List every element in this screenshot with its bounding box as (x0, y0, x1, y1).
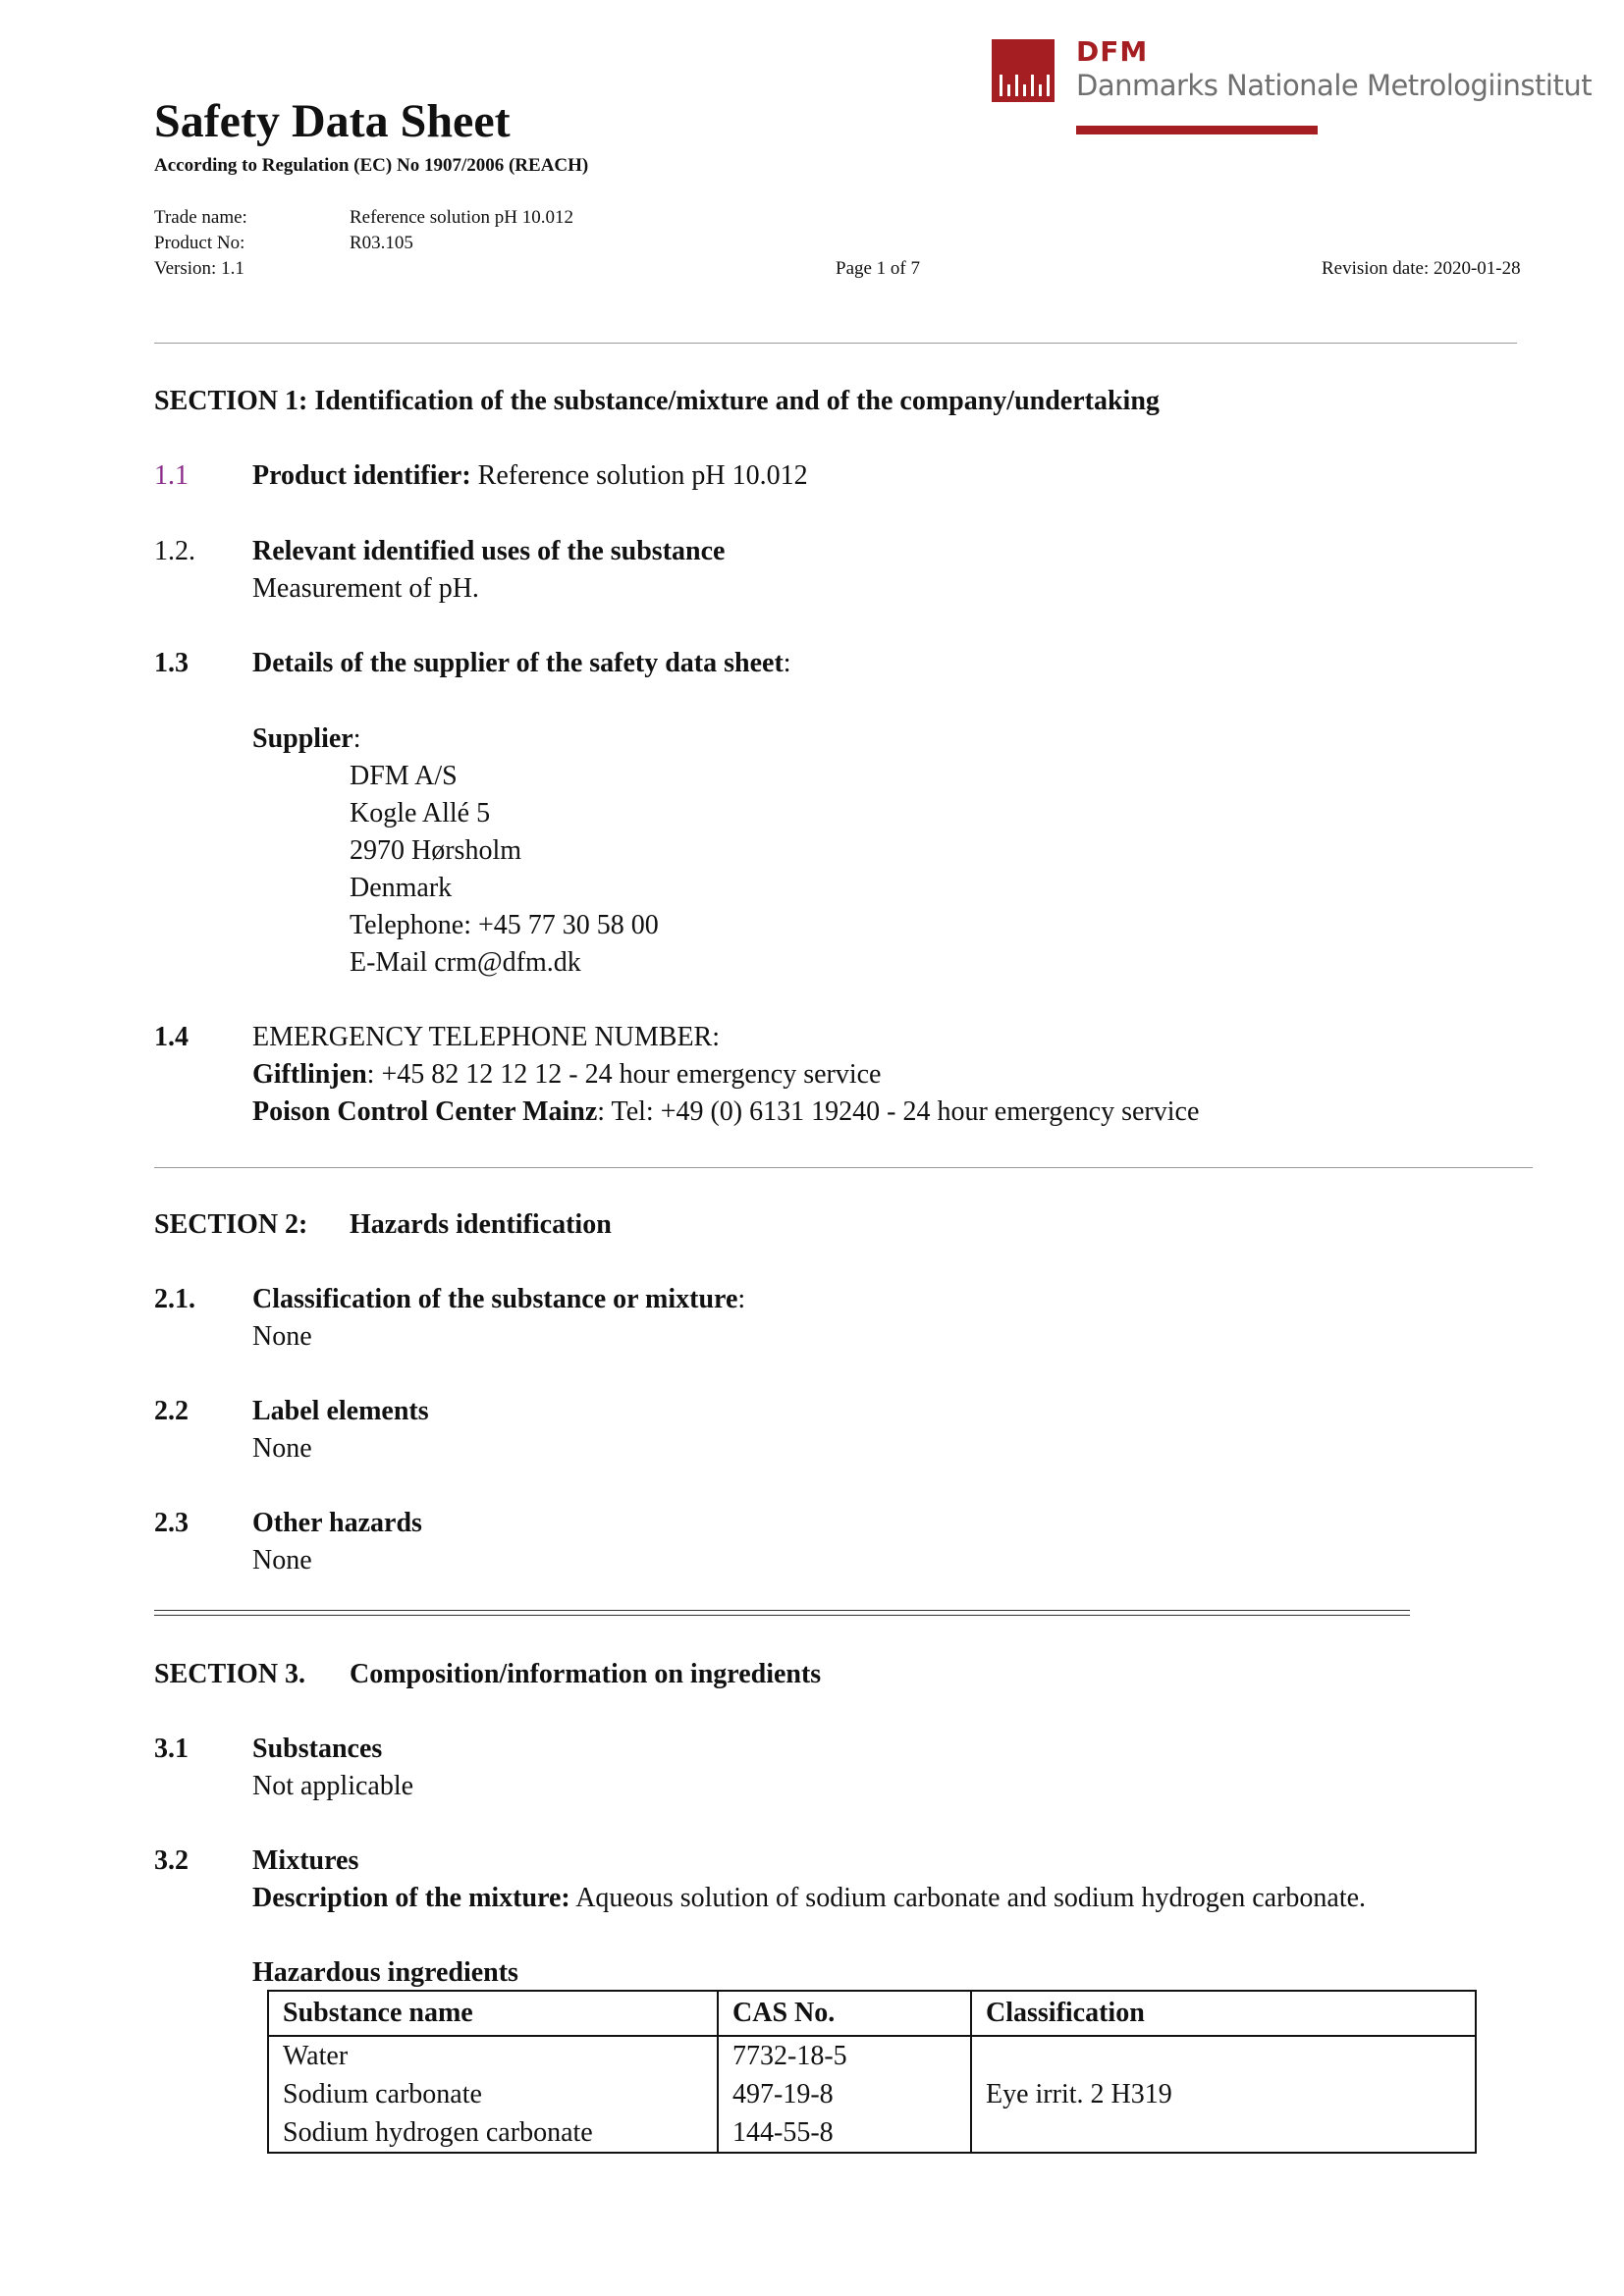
section-3-heading-text: Composition/information on ingredients (350, 1659, 822, 1689)
header-divider (154, 343, 1517, 344)
logo-abbreviation: DFM (1076, 35, 1149, 68)
substance-name: Sodium hydrogen carbonate (283, 2117, 593, 2148)
substances-heading: Substances (252, 1734, 383, 1764)
section-2-2-number: 2.2 (154, 1396, 189, 1426)
supplier-line: Denmark (350, 873, 453, 903)
supplier-email: E-Mail crm@dfm.dk (350, 947, 581, 978)
hazardous-ingredients-table (267, 1990, 1477, 2154)
section-2-double-divider (154, 1610, 1410, 1616)
section-2-3-number: 2.3 (154, 1508, 189, 1538)
label-elements-value: None (252, 1433, 312, 1464)
label-elements-heading: Label elements (252, 1396, 429, 1426)
dfm-logo (992, 35, 1593, 137)
mixtures-heading: Mixtures (252, 1845, 359, 1876)
section-3-1-number: 3.1 (154, 1734, 189, 1764)
cas-number: 7732-18-5 (732, 2041, 847, 2071)
column-header-classification: Classification (971, 1991, 1476, 2036)
substance-name: Water (283, 2041, 349, 2071)
document-title: Safety Data Sheet (154, 95, 511, 147)
substances-value: Not applicable (252, 1771, 414, 1801)
other-hazards-heading: Other hazards (252, 1508, 422, 1538)
supplier-line: DFM A/S (350, 761, 458, 791)
column-header-cas: CAS No. (718, 1991, 971, 2036)
supplier-telephone: Telephone: +45 77 30 58 00 (350, 910, 659, 940)
product-no-label: Product No: (154, 233, 245, 253)
section-1-3-number: 1.3 (154, 648, 189, 678)
section-1-1-number: 1.1 (154, 460, 189, 491)
trade-name-label: Trade name: (154, 207, 247, 228)
table-row (268, 2036, 1476, 2153)
product-no-value: R03.105 (350, 233, 413, 253)
supplier-details-heading: Details of the supplier of the safety data sheet: (252, 648, 791, 678)
relevant-uses-value: Measurement of pH. (252, 573, 479, 604)
cas-number: 497-19-8 (732, 2079, 834, 2109)
product-identifier-value: Reference solution pH 10.012 (470, 460, 808, 491)
section-1-divider (154, 1167, 1533, 1168)
section-1-heading: SECTION 1: Identification of the substance/mixture and of the company/undertaking (154, 386, 1160, 416)
logo-full-name: Danmarks Nationale Metrologiinstitut (1076, 69, 1593, 102)
classification-cell: Eye irrit. 2 H319 (971, 2036, 1476, 2153)
poison-control-line: Poison Control Center Mainz: Tel: +49 (0) 6131 19240 - 24 hour emergency service (252, 1096, 1200, 1127)
emergency-telephone-heading: EMERGENCY TELEPHONE NUMBER: (252, 1022, 720, 1052)
section-2-heading-text: Hazards identification (350, 1209, 612, 1240)
substance-names-cell (268, 2036, 718, 2153)
cas-numbers-cell (718, 2036, 971, 2153)
product-identifier-label: Product identifier: (252, 460, 471, 491)
section-2-1-number: 2.1. (154, 1284, 195, 1314)
supplier-line: 2970 Hørsholm (350, 835, 521, 866)
mixture-description: Description of the mixture: Aqueous solution of sodium carbonate and sodium hydrogen carbonate. (252, 1883, 1367, 1913)
revision-date: Revision date: 2020-01-28 (1322, 258, 1521, 279)
classification-heading: Classification of the substance or mixture: (252, 1284, 746, 1314)
logo-underline-bar (1076, 126, 1318, 134)
version: Version: 1.1 (154, 258, 244, 279)
section-2-heading-number: SECTION 2: (154, 1209, 308, 1240)
product-identifier (252, 460, 808, 492)
page-number: Page 1 of 7 (836, 258, 921, 279)
section-1-4-number: 1.4 (154, 1022, 189, 1052)
cas-number: 144-55-8 (732, 2117, 834, 2148)
column-header-substance: Substance name (268, 1991, 718, 2036)
substance-name: Sodium carbonate (283, 2079, 482, 2109)
hazardous-ingredients-heading: Hazardous ingredients (252, 1957, 518, 1988)
relevant-uses-label: Relevant identified uses of the substance (252, 536, 726, 566)
trade-name-value: Reference solution pH 10.012 (350, 207, 573, 228)
section-1-2-number: 1.2. (154, 536, 195, 566)
section-3-heading-number: SECTION 3. (154, 1659, 306, 1689)
supplier-line: Kogle Allé 5 (350, 798, 491, 828)
classification-value: None (252, 1321, 312, 1352)
dfm-logo-mark-icon (992, 39, 1055, 102)
document-subtitle: According to Regulation (EC) No 1907/2006 (REACH) (154, 155, 589, 176)
supplier-label: Supplier: (252, 723, 361, 754)
table-header-row (268, 1991, 1476, 2036)
giftlinjen-line: Giftlinjen: +45 82 12 12 12 - 24 hour emergency service (252, 1059, 882, 1090)
section-3-2-number: 3.2 (154, 1845, 189, 1876)
other-hazards-value: None (252, 1545, 312, 1575)
